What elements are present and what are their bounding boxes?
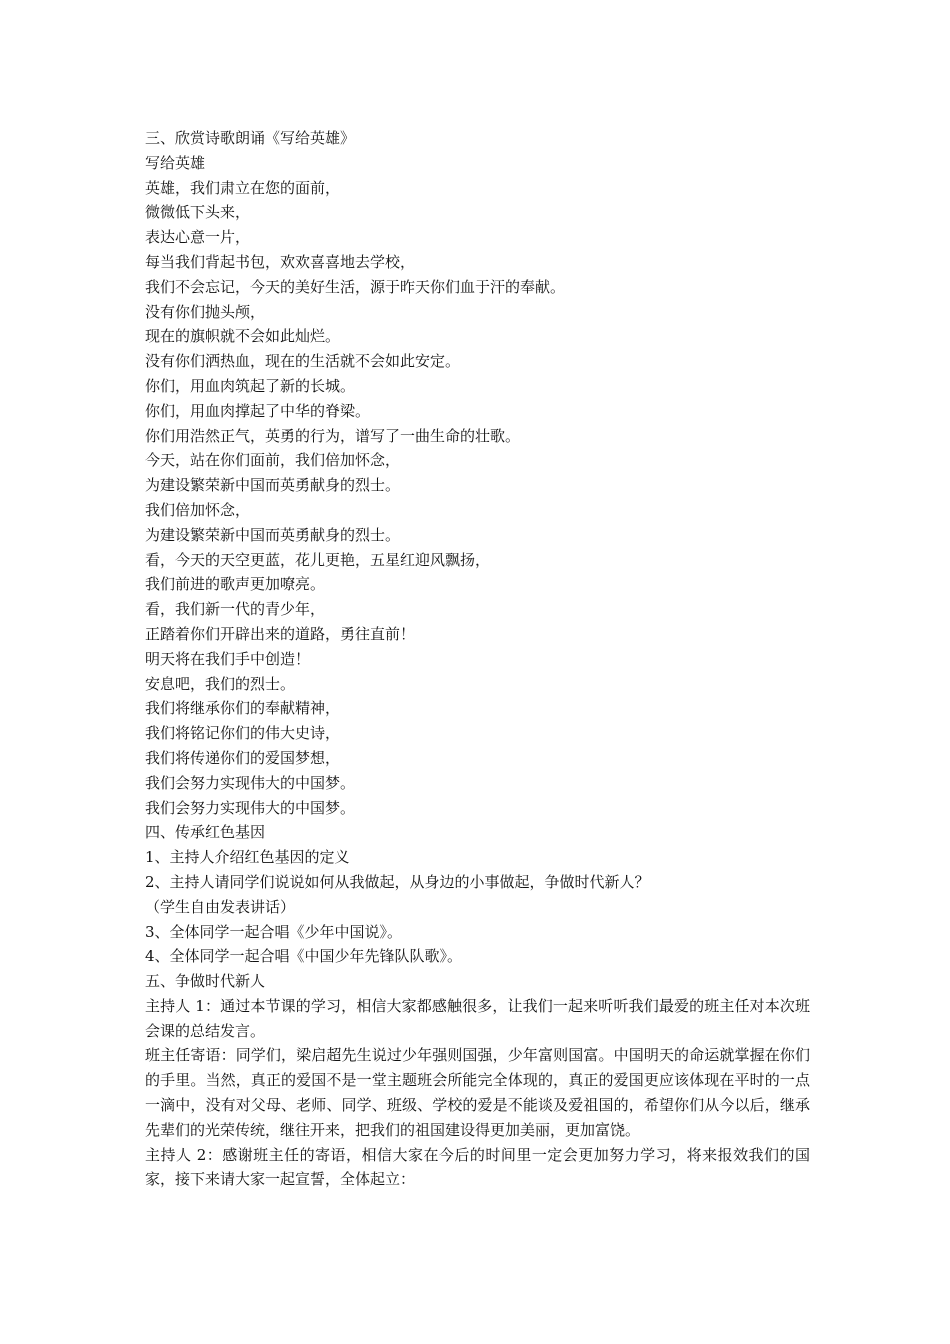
poem-line: 安息吧，我们的烈士。 [145,674,296,693]
poem-line: 我们不会忘记，今天的美好生活，源于昨天你们血于汗的奉献。 [145,277,566,296]
poem-line: 为建设繁荣新中国而英勇献身的烈士。 [145,525,401,544]
list-item: 4、全体同学一起合唱《中国少年先锋队队歌》。 [145,947,463,966]
poem-line: 英雄，我们肃立在您的面前， [145,178,341,197]
poem-line: 我们将传递你们的爱国梦想， [145,748,341,767]
poem-line: 看，我们新一代的青少年， [145,600,326,619]
poem-line: 我们会努力实现伟大的中国梦。 [145,798,356,817]
poem-line: 微微低下头来， [145,203,251,222]
document-body [145,126,810,1192]
poem-line: 正踏着你们开辟出来的道路，勇往直前！ [145,624,416,643]
poem-line: 你们，用血肉筑起了新的长城。 [145,376,356,395]
poem-line: 没有你们抛头颅， [145,302,266,321]
poem-line: 今天，站在你们面前，我们倍加怀念， [145,451,401,470]
poem-line: 我们前进的歌声更加嘹亮。 [145,575,326,594]
poem-line: 我们会努力实现伟大的中国梦。 [145,773,356,792]
poem-line: 没有你们洒热血，现在的生活就不会如此安定。 [145,352,461,371]
list-item: 2、主持人请同学们说说如何从我做起，从身边的小事做起，争做时代新人？ [145,872,650,891]
teacher-message-paragraph: 班主任寄语：同学们，梁启超先生说过少年强则国强，少年富则国富。中国明天的命运就掌握在你们的手里。当然，真正的爱国不是一堂主题班会所能完全体现的，真正的爱国更应该体现在平时的一点一滴中，没有对父母、老师、同学、班级、学校的爱是不能谈及爱祖国的，希望你们从今以后，继承先辈们的光荣传统，继往开来，把我们的祖国建设得更加美丽，更加富饶。 [145,1046,810,1139]
poem-line: 看，今天的天空更蓝，花儿更艳，五星红迎风飘扬， [145,550,491,569]
poem-line: 你们用浩然正气，英勇的行为，谱写了一曲生命的壮歌。 [145,426,521,445]
list-note: （学生自由发表讲话） [145,897,296,916]
poem-line: 我们将继承你们的奉献精神， [145,699,341,718]
poem-line: 为建设繁荣新中国而英勇献身的烈士。 [145,476,401,495]
poem-line: 你们，用血肉撑起了中华的脊梁。 [145,401,371,420]
poem-line: 明天将在我们手中创造！ [145,649,311,668]
section-heading: 四、传承红色基因 [145,823,266,842]
poem-line: 现在的旗帜就不会如此灿烂。 [145,327,341,346]
section-heading: 三、欣赏诗歌朗诵《写给英雄》 [145,129,356,147]
poem-line: 我们倍加怀念， [145,500,251,519]
poem-line: 我们将铭记你们的伟大史诗， [145,724,341,743]
poem-line: 每当我们背起书包，欢欢喜喜地去学校， [145,252,416,271]
host-2-paragraph: 主持人 2：感谢班主任的寄语，相信大家在今后的时间里一定会更加努力学习，将来报效我们的国家，接下来请大家一起宣誓，全体起立： [145,1145,810,1189]
list-item: 1、主持人介绍红色基因的定义 [145,848,350,867]
poem-title: 写给英雄 [145,153,206,172]
section-heading: 五、争做时代新人 [145,972,266,991]
list-item: 3、全体同学一起合唱《少年中国说》。 [145,922,403,941]
poem-line: 表达心意一片， [145,228,251,247]
host-1-paragraph: 主持人 1：通过本节课的学习，相信大家都感触很多，让我们一起来听听我们最爱的班主任对本次班会课的总结发言。 [145,996,810,1040]
